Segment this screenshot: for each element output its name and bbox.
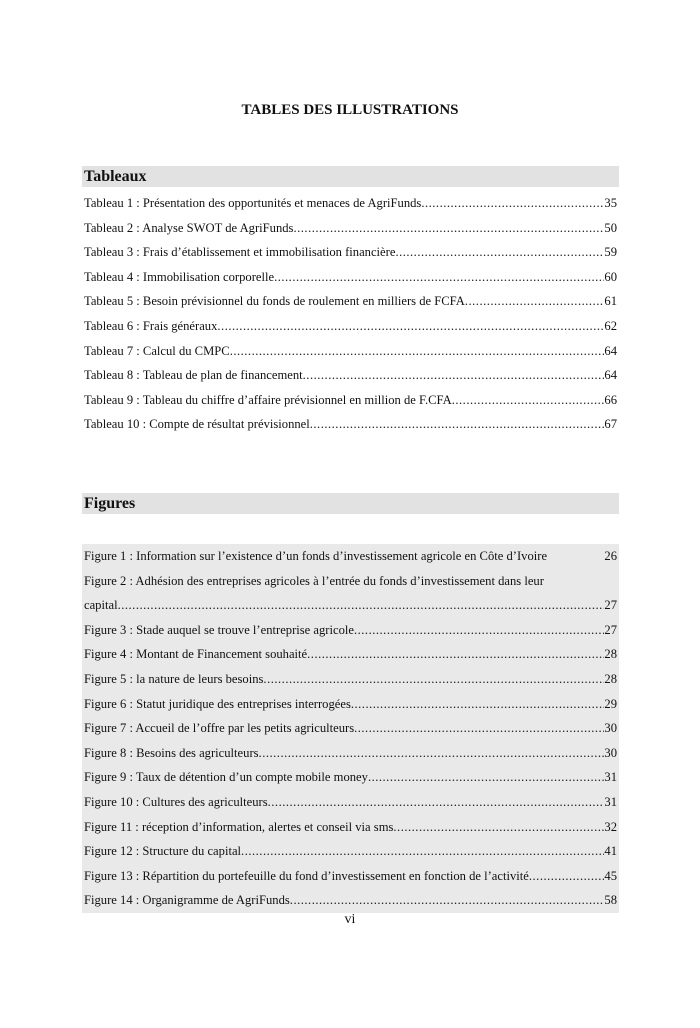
toc-entry[interactable] <box>82 339 619 364</box>
toc-entry-label: capital <box>84 598 118 613</box>
toc-entry-page: 27 <box>604 622 617 637</box>
page-title: TABLES DES ILLUSTRATIONS <box>241 102 459 118</box>
dot-leader <box>310 412 605 437</box>
dot-leader <box>241 839 604 864</box>
dot-leader <box>217 314 604 339</box>
toc-entry-label: Figure 6 : Statut juridique des entreprises interrogées <box>84 696 351 711</box>
toc-entry[interactable] <box>82 544 619 569</box>
toc-entry-label: Tableau 6 : Frais généraux <box>84 318 218 333</box>
toc-entry[interactable] <box>82 667 619 692</box>
toc-entry-label: Tableau 10 : Compte de résultat prévisionnel <box>84 417 310 432</box>
page-number: vi <box>344 912 356 927</box>
toc-entry-label: Figure 11 : réception d’information, alertes et conseil via sms <box>84 819 394 834</box>
toc-entry-page: 30 <box>604 745 617 760</box>
toc-entry[interactable] <box>82 265 619 290</box>
toc-entry-page: 64 <box>604 368 617 383</box>
toc-entry[interactable] <box>82 790 619 815</box>
toc-entry[interactable] <box>82 388 619 413</box>
toc-entry-label: Figure 7 : Accueil de l’offre par les petits agriculteurs <box>84 721 355 736</box>
toc-entry-page: 28 <box>604 647 617 662</box>
toc-entry[interactable] <box>82 618 619 643</box>
toc-entry-page: 31 <box>604 770 617 785</box>
tables-heading: Tableaux <box>82 166 619 187</box>
toc-entry-page: 27 <box>604 598 617 613</box>
toc-entry[interactable] <box>82 240 619 265</box>
toc-entry[interactable] <box>82 569 619 594</box>
toc-entry[interactable] <box>82 314 619 339</box>
toc-entry-label: Tableau 8 : Tableau de plan de financement <box>84 368 303 383</box>
toc-entry[interactable] <box>82 412 619 437</box>
dot-leader <box>303 363 605 388</box>
dot-leader <box>368 765 604 790</box>
dot-leader <box>268 790 605 815</box>
toc-entry-page: 26 <box>604 549 617 563</box>
dot-leader <box>293 216 604 241</box>
toc-entry-page: 58 <box>604 893 617 908</box>
toc-entry-page: 29 <box>604 696 617 711</box>
figures-list <box>82 544 619 913</box>
toc-entry[interactable] <box>82 864 619 889</box>
toc-entry-label: Figure 5 : la nature de leurs besoins <box>84 671 264 686</box>
dot-leader <box>354 716 604 741</box>
dot-leader <box>529 864 605 889</box>
toc-entry-page: 64 <box>604 343 617 358</box>
toc-entry-label: Figure 9 : Taux de détention d’un compte mobile money <box>84 770 368 785</box>
toc-entry[interactable] <box>82 216 619 241</box>
toc-entry[interactable] <box>82 716 619 741</box>
toc-entry-label: Figure 10 : Cultures des agriculteurs <box>84 794 268 809</box>
toc-entry-page: 41 <box>604 844 617 859</box>
dot-leader <box>395 240 604 265</box>
toc-entry[interactable] <box>82 289 619 314</box>
dot-leader <box>118 593 605 618</box>
dot-leader <box>307 642 604 667</box>
toc-entry-label: Figure 14 : Organigramme de AgriFunds <box>84 893 290 908</box>
dot-leader <box>421 191 604 216</box>
dot-leader <box>230 339 605 364</box>
dot-leader <box>393 815 604 840</box>
dot-leader <box>351 692 605 717</box>
dot-leader <box>452 388 605 413</box>
toc-entry-label: Tableau 3 : Frais d’établissement et immobilisation financière <box>84 245 396 260</box>
dot-leader <box>290 888 605 913</box>
toc-entry-page: 67 <box>604 417 617 432</box>
toc-entry[interactable] <box>82 839 619 864</box>
dot-leader <box>263 667 604 692</box>
toc-entry-page: 59 <box>604 245 617 260</box>
toc-entry-label: Tableau 4 : Immobilisation corporelle <box>84 269 275 284</box>
dot-leader <box>259 741 605 766</box>
toc-entry-page: 50 <box>604 220 617 235</box>
toc-entry-label: Figure 2 : Adhésion des entreprises agricoles à l’entrée du fonds d’investissement dans leur <box>84 573 544 588</box>
tables-list <box>82 191 619 437</box>
toc-entry-label: Tableau 1 : Présentation des opportunités et menaces de AgriFunds <box>84 196 422 210</box>
toc-entry-label: Tableau 2 : Analyse SWOT de AgriFunds <box>84 220 294 235</box>
dot-leader <box>465 289 605 314</box>
toc-entry-label: Figure 4 : Montant de Financement souhaité <box>84 647 308 662</box>
toc-entry-label: Tableau 9 : Tableau du chiffre d’affaire prévisionnel en million de F.CFA <box>84 392 452 407</box>
toc-entry[interactable] <box>82 692 619 717</box>
toc-entry[interactable] <box>82 741 619 766</box>
toc-entry-page: 60 <box>604 269 617 284</box>
toc-entry-page: 62 <box>604 318 617 333</box>
toc-entry-page: 30 <box>604 721 617 736</box>
dot-leader <box>274 265 604 290</box>
toc-entry-page: 35 <box>604 196 617 210</box>
toc-entry[interactable] <box>82 593 619 618</box>
toc-entry-page: 32 <box>604 819 617 834</box>
toc-entry-page: 45 <box>604 868 617 883</box>
toc-entry-label: Figure 8 : Besoins des agriculteurs <box>84 745 259 760</box>
toc-entry-label: Figure 13 : Répartition du portefeuille du fond d’investissement en fonction de l’activité <box>84 868 529 883</box>
toc-entry[interactable] <box>82 642 619 667</box>
dot-leader <box>354 618 604 643</box>
toc-entry-label: Tableau 5 : Besoin prévisionnel du fonds de roulement en milliers de FCFA <box>84 294 465 309</box>
toc-entry[interactable] <box>82 765 619 790</box>
toc-entry-label: Figure 1 : Information sur l’existence d’un fonds d’investissement agricole en Côte d’Ivoire <box>84 549 548 563</box>
toc-entry-label: Figure 12 : Structure du capital <box>84 844 242 859</box>
toc-entry-page: 28 <box>604 671 617 686</box>
toc-entry[interactable] <box>82 815 619 840</box>
toc-entry[interactable] <box>82 363 619 388</box>
toc-entry-page: 61 <box>604 294 617 309</box>
figures-heading: Figures <box>82 493 619 514</box>
toc-entry-page: 66 <box>604 392 617 407</box>
toc-entry[interactable] <box>82 888 619 913</box>
toc-entry[interactable] <box>82 191 619 216</box>
toc-entry-label: Tableau 7 : Calcul du CMPC <box>84 343 230 358</box>
toc-entry-label: Figure 3 : Stade auquel se trouve l’entreprise agricole <box>84 622 354 637</box>
toc-entry-page: 31 <box>604 794 617 809</box>
